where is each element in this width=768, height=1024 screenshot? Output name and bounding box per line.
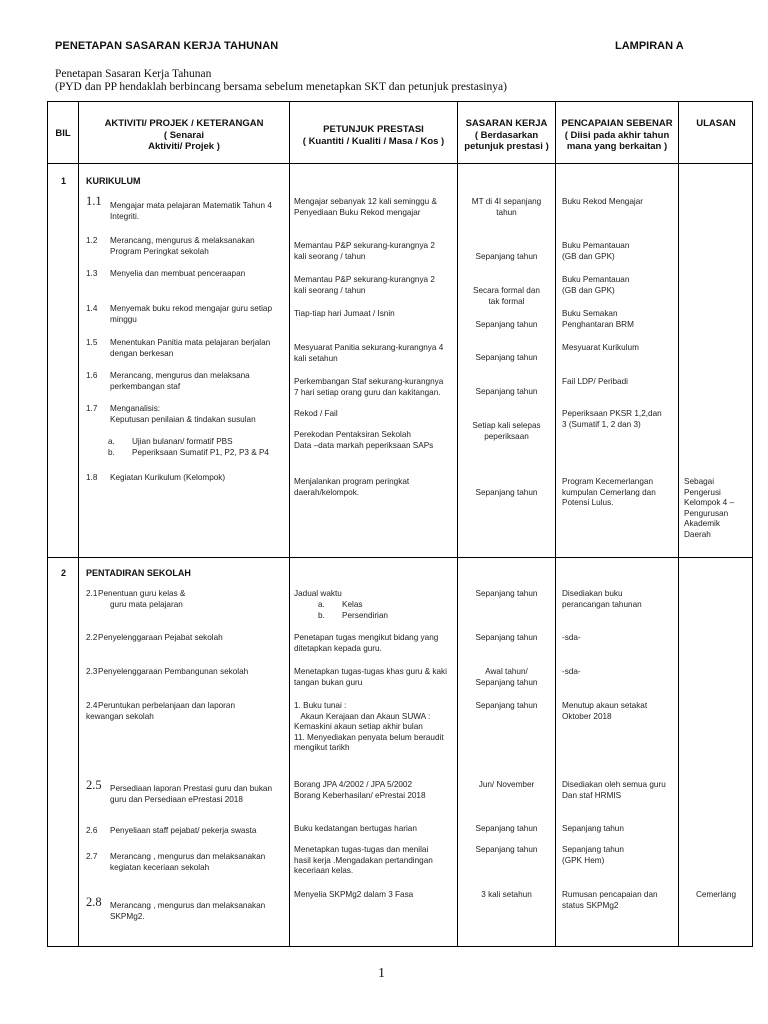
item-aktiviti: Merancang , mengurus dan melaksanakan SKPMg2. [110, 901, 266, 921]
item-pencapaian: Buku Rekod Mengajar [562, 197, 644, 206]
item-aktiviti: Penyelenggaraan Pejabat sekolah [98, 633, 223, 642]
sub-item-mark: b. [318, 611, 325, 620]
item-sasaran: Sepanjang tahun [475, 387, 538, 396]
intro-line-2: (PYD dan PP hendaklah berbincang bersama sebelum menetapkan SKT dan petunjuk prestasinya) [55, 81, 507, 93]
sub-item-text: Ujian bulanan/ formatif PBS [132, 437, 233, 446]
header-pencapaian: PENCAPAIAN SEBENAR ( Diisi pada akhir tahun mana yang berkaitan ) [561, 118, 673, 152]
item-aktiviti: Menganalisis: Keputusan penilaian & tindakan susulan [110, 404, 256, 424]
section-2-title: PENTADIRAN SEKOLAH [86, 568, 191, 578]
item-pencapaian: -sda- [562, 633, 581, 642]
item-pencapaian: Program Kecemerlangan kumpulan Cemerlang dan Potensi Lulus. [562, 477, 656, 507]
table-border [47, 101, 753, 947]
section-divider [47, 557, 753, 558]
item-petunjuk: Buku kedatangan bertugas harian [294, 824, 417, 833]
item-pencapaian: Sepanjang tahun [562, 824, 624, 833]
item-petunjuk: Menjalankan program peringkat daerah/kelompok. [294, 477, 410, 497]
header-sasaran: SASARAN KERJA ( Berdasarkan petunjuk prestasi ) [464, 118, 549, 152]
item-pencapaian: Fail LDP/ Peribadi [562, 377, 628, 386]
item-pencapaian: Disediakan oleh semua guru Dan staf HRMIS [562, 780, 666, 800]
item-number: 1.4 [86, 304, 98, 313]
item-aktiviti: Merancang , mengurus dan melaksanakan kegiatan keceriaan sekolah [110, 852, 266, 872]
item-number: 2.6 [86, 826, 98, 835]
item-sasaran: MT di 4I sepanjang tahun [471, 197, 542, 217]
item-number: 2.3 [86, 667, 98, 676]
item-number: 1.5 [86, 338, 98, 347]
header-ulasan: ULASAN [696, 118, 736, 129]
item-petunjuk: Tiap-tiap hari Jumaat / Isnin [294, 309, 395, 318]
item-petunjuk: Jadual waktu [294, 589, 342, 598]
item-aktiviti: Penyeliaan staff pejabat/ pekerja swasta [110, 826, 257, 835]
item-number: 1.2 [86, 236, 98, 245]
item-pencapaian: Buku Pemantauan (GB dan GPK) [562, 241, 630, 261]
item-petunjuk: Memantau P&P sekurang-kurangnya 2 kali seorang / tahun [294, 275, 435, 295]
item-pencapaian: Buku Pemantauan (GB dan GPK) [562, 275, 630, 295]
item-number: 2.4 [86, 701, 98, 710]
item-pencapaian: Buku Semakan Penghantaran BRM [562, 309, 634, 329]
item-petunjuk: Mengajar sebanyak 12 kali seminggu & Penyediaan Buku Rekod mengajar [294, 197, 437, 217]
sub-item-text: Peperiksaan Sumatif P1, P2, P3 & P4 [132, 448, 269, 457]
item-sasaran: Sepanjang tahun [475, 845, 538, 854]
document-title: PENETAPAN SASARAN KERJA TAHUNAN [55, 40, 279, 52]
item-ulasan: Sebagai Pengerusi Kelompok 4 – Pengurusan Akademik Daerah [684, 477, 735, 539]
header-petunjuk: PETUNJUK PRESTASI ( Kuantiti / Kualiti / Masa / Kos ) [302, 124, 445, 147]
header-divider [47, 163, 753, 164]
item-number: 1.1 [86, 194, 102, 208]
item-sasaran: Sepanjang tahun [475, 252, 538, 261]
item-number: 1.7 [86, 404, 98, 413]
lampiran-label: LAMPIRAN A [615, 40, 684, 52]
item-sasaran: Setiap kali selepas peperiksaan [472, 421, 541, 441]
item-aktiviti: Peruntukan perbelanjaan dan laporan kewangan sekolah [86, 701, 236, 721]
item-aktiviti: Penyelenggaraan Pembangunan sekolah [98, 667, 249, 676]
item-sasaran: Secara formal dan tak formal [473, 286, 540, 306]
item-petunjuk: Menetapkan tugas-tugas dan menilai hasil kerja .Mengadakan pertandingan keceriaan kelas. [294, 845, 433, 875]
section-2-number: 2 [61, 568, 67, 578]
item-number: 1.8 [86, 473, 98, 482]
section-1-number: 1 [61, 176, 67, 186]
header-bil: BIL [55, 128, 71, 139]
item-aktiviti: Menentukan Panitia mata pelajaran berjalan dengan berkesan [110, 338, 271, 358]
item-petunjuk: Rekod / Fail Perekodan Pentaksiran Sekolah Data –data markah peperiksaan SAPs [294, 409, 434, 450]
item-aktiviti: Menyemak buku rekod mengajar guru setiap minggu [110, 304, 273, 324]
sub-item-text: Persendirian [342, 611, 388, 620]
item-petunjuk: Mesyuarat Panitia sekurang-kurangnya 4 kali setahun [294, 343, 444, 363]
item-pencapaian: Sepanjang tahun (GPK Hem) [562, 845, 624, 865]
item-petunjuk: Menetapkan tugas-tugas khas guru & kaki tangan bukan guru [294, 667, 447, 687]
item-petunjuk: Penetapan tugas mengikut bidang yang ditetapkan kepada guru. [294, 633, 439, 653]
item-sasaran: Sepanjang tahun [475, 701, 538, 710]
item-sasaran: Jun/ November [478, 780, 535, 789]
item-number: 2.5 [86, 778, 102, 792]
page-number: 1 [378, 966, 385, 981]
column-divider [289, 101, 290, 947]
sub-item-mark: a. [108, 437, 115, 446]
item-sasaran: Sepanjang tahun [475, 633, 538, 642]
sub-item-text: Kelas [342, 600, 363, 609]
item-aktiviti: Merancang, mengurus dan melaksana perkembangan staf [110, 371, 250, 391]
item-sasaran: Sepanjang tahun [475, 589, 538, 598]
header-aktiviti: AKTIVITI/ PROJEK / KETERANGAN ( Senarai Aktiviti/ Projek ) [104, 118, 264, 152]
item-sasaran: Awal tahun/ Sepanjang tahun [475, 667, 538, 687]
item-sasaran: Sepanjang tahun [475, 320, 538, 329]
column-divider [678, 101, 679, 947]
section-1-title: KURIKULUM [86, 176, 141, 186]
item-aktiviti: Mengajar mata pelajaran Matematik Tahun 4 Integriti. [110, 201, 272, 221]
intro-line-1: Penetapan Sasaran Kerja Tahunan [55, 68, 212, 80]
item-pencapaian: Mesyuarat Kurikulum [562, 343, 639, 352]
item-aktiviti: Menyelia dan membuat penceraapan [110, 269, 246, 278]
item-number: 1.6 [86, 371, 98, 380]
sub-item-mark: a. [318, 600, 325, 609]
item-pencapaian: Disediakan buku perancangan tahunan [562, 589, 642, 609]
item-pencapaian: Rumusan pencapaian dan status SKPMg2 [562, 890, 658, 910]
item-petunjuk: Borang JPA 4/2002 / JPA 5/2002 Borang Keberhasilan/ ePrestai 2018 [294, 780, 426, 800]
item-number: 2.7 [86, 852, 98, 861]
item-sasaran: Sepanjang tahun [475, 824, 538, 833]
item-pencapaian: Peperiksaan PKSR 1,2,dan 3 (Sumatif 1, 2 dan 3) [562, 409, 662, 429]
item-sasaran: Sepanjang tahun [475, 353, 538, 362]
item-number: 2.8 [86, 895, 102, 909]
item-number: 1.3 [86, 269, 98, 278]
column-divider [555, 101, 556, 947]
sub-item-mark: b. [108, 448, 115, 457]
item-aktiviti: Penentuan guru kelas & guru mata pelajaran [98, 589, 186, 609]
item-pencapaian: Menutup akaun setakat Oktober 2018 [562, 701, 648, 721]
item-ulasan: Cemerlang [695, 890, 737, 899]
item-sasaran: Sepanjang tahun [475, 488, 538, 497]
item-petunjuk: 1. Buku tunai : Akaun Kerajaan dan Akaun SUWA : Kemaskini akaun setiap akhir bulan 11. Menyediakan penyata belum beraudit mengikut tarikh [294, 701, 444, 752]
item-number: 2.1 [86, 589, 98, 598]
item-aktiviti: Persediaan laporan Prestasi guru dan bukan guru dan Persediaan ePrestasi 2018 [110, 784, 273, 804]
item-aktiviti: Merancang, mengurus & melaksanakan Program Peringkat sekolah [110, 236, 255, 256]
item-petunjuk: Memantau P&P sekurang-kurangnya 2 kali seorang / tahun [294, 241, 435, 261]
item-number: 2.2 [86, 633, 98, 642]
item-petunjuk: Perkembangan Staf sekurang-kurangnya 7 hari setiap orang guru dan kakitangan. [294, 377, 444, 397]
item-sasaran: 3 kali setahun [481, 890, 532, 899]
item-pencapaian: -sda- [562, 667, 581, 676]
column-divider [457, 101, 458, 947]
item-aktiviti: Kegiatan Kurikulum (Kelompok) [110, 473, 226, 482]
column-divider [78, 101, 79, 947]
item-petunjuk: Menyelia SKPMg2 dalam 3 Fasa [294, 890, 414, 899]
